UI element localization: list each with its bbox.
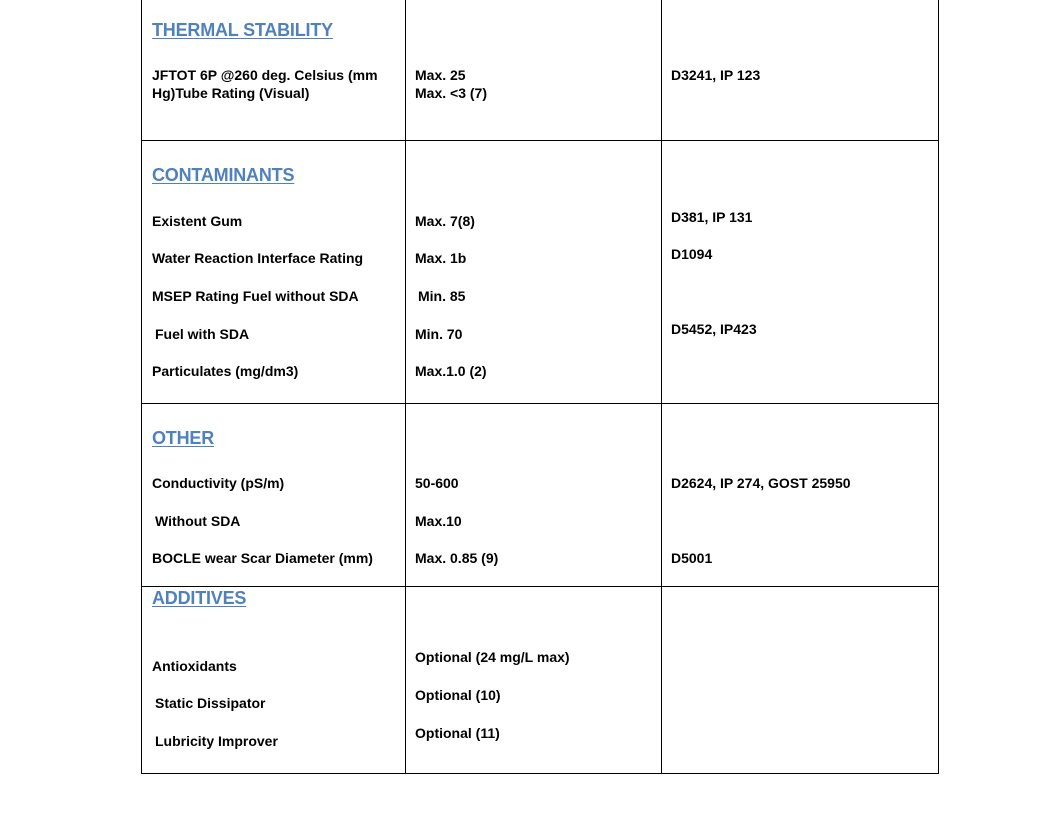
- test-method: D2624, IP 274, GOST 25950: [671, 475, 851, 491]
- limit-value: Max. 0.85 (9): [415, 550, 499, 566]
- limit-value: Max. 25: [415, 67, 466, 83]
- limit-value: Optional (11): [415, 725, 500, 741]
- column-divider: [405, 404, 406, 586]
- property-label: JFTOT 6P @260 deg. Celsius (mm Hg)Tube Rating (Visual): [152, 67, 378, 101]
- section-thermal-stability: [142, 0, 938, 140]
- test-method: D381, IP 131: [671, 209, 753, 225]
- property-label: MSEP Rating Fuel without SDA: [152, 288, 359, 304]
- limit-value: Min. 85: [418, 288, 466, 304]
- property-label: Water Reaction Interface Rating: [152, 250, 364, 266]
- column-divider: [661, 587, 662, 773]
- limit-value: Optional (24 mg/L max): [415, 649, 570, 665]
- section-contaminants: [142, 140, 938, 404]
- fuel-specification-table: [141, 0, 939, 774]
- limit-value: Max.1.0 (2): [415, 363, 487, 379]
- section-title: ADDITIVES: [152, 588, 247, 608]
- limit-value: Max.10: [415, 513, 462, 529]
- section-other: [142, 403, 938, 586]
- limit-value: Max. 1b: [415, 250, 467, 266]
- section-title: OTHER: [152, 428, 215, 448]
- test-method: D5001: [671, 550, 713, 566]
- limit-value: Optional (10): [415, 687, 501, 703]
- property-label: Particulates (mg/dm3): [152, 363, 299, 379]
- column-divider: [661, 141, 662, 404]
- section-title: CONTAMINANTS: [152, 165, 295, 185]
- column-divider: [405, 0, 406, 140]
- property-label: Fuel with SDA: [155, 326, 250, 342]
- limit-value: Max. 7(8): [415, 213, 475, 229]
- limit-value: 50-600: [415, 475, 459, 491]
- property-label: Existent Gum: [152, 213, 243, 229]
- limit-value: Max. <3 (7): [415, 85, 487, 101]
- column-divider: [661, 0, 662, 140]
- property-label: Conductivity (pS/m): [152, 475, 285, 491]
- property-label: Antioxidants: [152, 658, 237, 674]
- column-divider: [661, 404, 662, 586]
- test-method: D5452, IP423: [671, 321, 757, 337]
- column-divider: [405, 141, 406, 404]
- property-label: Without SDA: [155, 513, 241, 529]
- section-title: THERMAL STABILITY: [152, 20, 333, 40]
- property-label: Lubricity Improver: [155, 733, 278, 749]
- test-method: D3241, IP 123: [671, 67, 761, 83]
- property-label: Static Dissipator: [155, 695, 266, 711]
- limit-value: Min. 70: [415, 326, 463, 342]
- section-additives: [142, 586, 938, 773]
- property-label: BOCLE wear Scar Diameter (mm): [152, 550, 373, 566]
- column-divider: [405, 587, 406, 773]
- test-method: D1094: [671, 246, 713, 262]
